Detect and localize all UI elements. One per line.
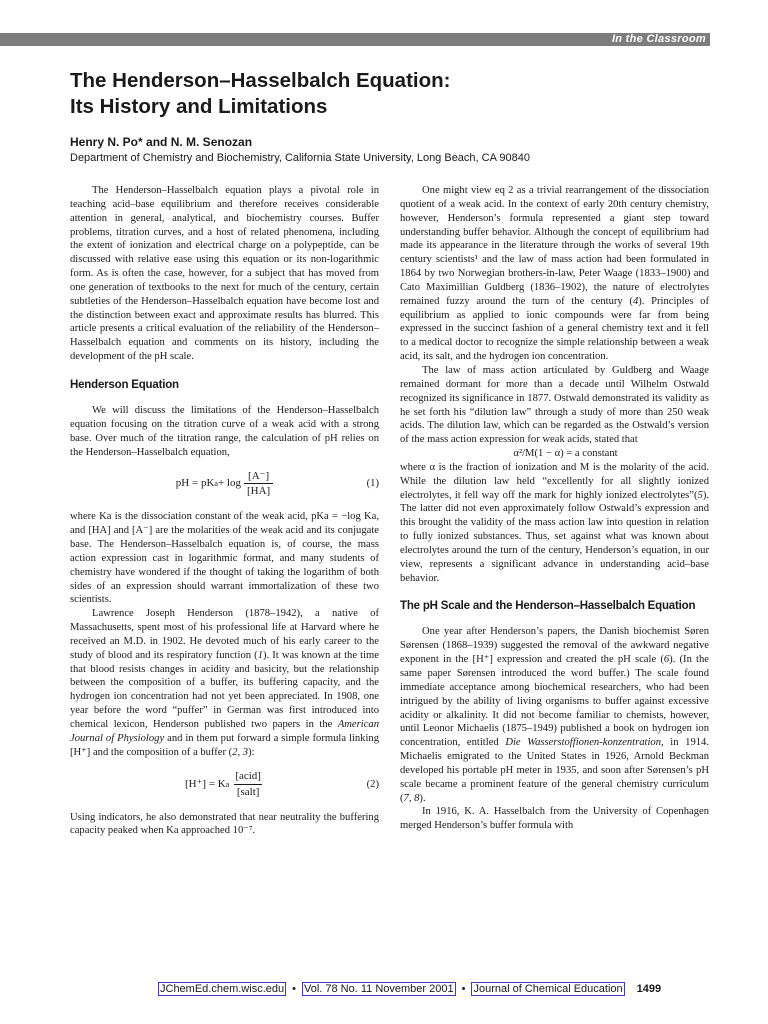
citation-5: 5 — [697, 489, 703, 501]
footer-bullet: • — [461, 983, 466, 995]
paragraph-where: where Ka is the dissociation constant of the weak acid, pKa = −log Ka, and [HA] and [A⁻] are the molarities of the weak acid and its conjugate base. The Henderson–Hasselbalch equation is, of course, the mass action expression cast in logarithmic format, and many students of chemistry have wondered if the thought of taking the logarithm of both sides of an expression should warrant immortalization of these two scientists. — [70, 511, 379, 606]
lawrence-text-1: Lawrence Joseph Henderson (1878–1942), a native of Massachusetts, spent most of his professional life at Harvard where he received an M.D. in 1902. He devoted much of his early career to the study of blood and its respiratory function ( — [70, 608, 379, 661]
eq2-subscript: a — [225, 779, 230, 789]
year-text-2: ). (In the same paper Sørensen introduced the word buffer.) The scale found immediate acceptance among biochemical researchers, who had been intrigued by the ability of living organisms to buffer against excessive acidity or alkalinity. It did not become familiar to chemists, however, until Leonor Michaelis (1875–1949) published a book on hydrogen ion concentration, entitled — [400, 654, 709, 749]
eq1-numerator: [A⁻] — [248, 469, 270, 482]
left-column — [70, 184, 379, 838]
eq1-fraction — [244, 470, 273, 500]
year-text-3: , in 1914. Michaelis emigrated to the United States in 1926, Arnold Beckman developed his portable pH meter in 1935, and soon after Sørensen’s pH scale became a prominent feature of the general chemistry curriculum ( — [400, 737, 709, 804]
eq2-lhs: [H⁺] = K — [185, 777, 226, 790]
article-affiliation: Department of Chemistry and Biochemistry, California State University, Long Beach, CA 90840 — [70, 152, 530, 164]
citation-6: 6 — [663, 654, 670, 666]
equation-2 — [70, 765, 379, 805]
paragraph-indicators: Using indicators, he also demonstrated that near neutrality the buffering capacity peaked when Ka approached 10⁻⁷. — [70, 811, 379, 837]
eq1-denominator: [HA] — [244, 483, 273, 499]
heading-ph-scale: The pH Scale and the Henderson–Hasselbalch Equation — [400, 600, 696, 613]
eq2-denominator: [salt] — [234, 784, 263, 800]
footer-url-link[interactable]: JChemEd.chem.wisc.edu — [160, 983, 285, 995]
alpha-text-2: ). The latter did not even approximately follow Ostwald’s expression and this brought the validity of the mass action law into question in relation to fully ionized substances. Thus, set against what was known about electrolytes around the turn of the century, Henderson’s equation, in our view, represents a significant advance in understanding acid–base behavior. — [400, 489, 709, 584]
lawrence-text-3: and in them put forward a simple formula linking [H⁺] and the composition of a buffer ( — [70, 732, 379, 758]
equation-ostwald: α²/M(1 − α) = a constant — [513, 448, 618, 460]
eq1-number: (1) — [366, 478, 379, 490]
paragraph-intro: The Henderson–Hasselbalch equation plays a pivotal role in teaching acid–base equilibrium and therefore receives considerable attention in general, analytical, and biochemistry courses. Buffer problems, titration curves, and a host of related phenomena, including the extent of ionization and electrical charge on a polypeptide, can be discussed with relative ease using this equation or its non-logarithmic form. As is often the case, however, for a subject that has moved from one generation of textbooks to the next for much of the century, certain subtleties of the Henderson–Hasselbalch equation have become lost and the distinction between exact and approximate results has blurred. This article presents a critical evaluation of the reliability of the Henderson–Hasselbalch equation and comments on its history, including the development of the pH scale. — [70, 185, 379, 363]
page-footer — [158, 983, 661, 995]
lawrence-text-2: ). It was known at the time that blood resists changes in acidity and basicity, but the relationship between the composition of a buffer, its buffering capacity, and the hydrogen ion concentration had not yet been appreciated. In 1908, one year before the word “puffer” in German was first introduced into chemical lexicon, Henderson published two papers in the — [70, 649, 379, 730]
article-title-line-2: Its History and Limitations — [70, 95, 328, 118]
lawrence-text-4: ): — [248, 746, 255, 758]
eq2-number: (2) — [366, 778, 379, 790]
citation-7-8: 7, 8 — [403, 792, 420, 804]
section-header-bar — [0, 33, 710, 46]
paragraph-discuss: We will discuss the limitations of the Henderson–Hasselbalch equation focusing on the titration curve of a weak acid with a strong base. Over much of the titration range, the calculation of pH relies on the Henderson–Hasselbalch equation, — [70, 404, 379, 458]
citation-1: 1 — [257, 649, 263, 661]
alpha-text-1: where α is the fraction of ionization and M is the molarity of the acid. While the dilution law held “excellently for all slightly ionized electrolytes, it fell way off the mark for highly ionized electrolytes”( — [400, 461, 709, 501]
book-title: Die Wasserstoffionen-konzentration — [505, 737, 662, 749]
eq2-numerator: [acid] — [235, 769, 261, 782]
paragraph-one-year — [400, 625, 709, 805]
paragraph-alpha — [400, 461, 709, 586]
equation-1 — [70, 464, 379, 504]
paragraph-1916: In 1916, K. A. Hasselbalch from the University of Copenhagen merged Henderson’s buffer formula with — [400, 806, 709, 832]
citation-2-3: 2, 3 — [232, 746, 249, 758]
section-label: In the Classroom — [611, 33, 706, 45]
page-number: 1499 — [636, 983, 662, 995]
paragraph-lawrence — [70, 607, 379, 759]
eq1-subscript: a — [214, 479, 218, 489]
paragraph-mass-action: The law of mass action articulated by Guldberg and Waage remained dormant for more than a decade until Wilhelm Ostwald recognized its significance in 1877. Ostwald demonstrated its validity as he set forth his “dilution law” through a study of more than 250 weak acids. The dilution law, which can be regarded as the Ostwald’s version of the mass action expression for weak acids, stated that — [400, 364, 709, 446]
eq2-fraction — [232, 770, 264, 800]
article-title — [70, 68, 450, 120]
footer-journal-link[interactable]: Journal of Chemical Education — [473, 983, 623, 995]
journal-name: American Journal of Physiology — [70, 719, 379, 744]
trivial-text-2: ). Principles of equilibrium as applied to ionic compounds were far from being expressed in the succinct fashion of a general chemistry text and it fell to a medical doctor to recognize the simple relationship between a weak acid, its salt, and the hydrogen ion concentration. — [400, 295, 710, 363]
footer-volume-link[interactable]: Vol. 78 No. 11 November 2001 — [303, 983, 454, 995]
eq1-log: + log — [217, 477, 241, 490]
paragraph-trivial — [400, 184, 709, 364]
citation-4: 4 — [632, 295, 639, 307]
article-authors: Henry N. Po* and N. M. Senozan — [70, 135, 253, 149]
year-text-1: One year after Henderson’s papers, the Danish biochemist Søren Sørensen (1868–1939) suggested the removal of the awkward negative exponent in the [H⁺] expression and created the pH scale ( — [400, 626, 709, 666]
right-column — [400, 184, 709, 833]
trivial-text-1: One might view eq 2 as a trivial rearrangement of the dissociation quotient of a weak acid. In the context of early 20th century chemistry, however, Henderson’s formula represented a giant step toward understanding buffer behavior. Although the concept of equilibrium had made its appearance in the literature through the works of several 19th century scientists¹ and the law of mass action had been formulated in 1864 by two Norwegian brothers-in-law, Peter Waage (1833–1900) and Cato Maximillian Guldberg (1836–1902), the nature of electrolytes remained fuzzy around the turn of the century ( — [400, 185, 709, 307]
footer-bullet: • — [292, 983, 296, 995]
article-title-line-1: The Henderson–Hasselbalch Equation: — [70, 69, 451, 92]
heading-henderson-equation: Henderson Equation — [70, 378, 179, 391]
year-text-4: ). — [419, 792, 426, 804]
eq1-lhs: pH = pK — [175, 477, 215, 490]
